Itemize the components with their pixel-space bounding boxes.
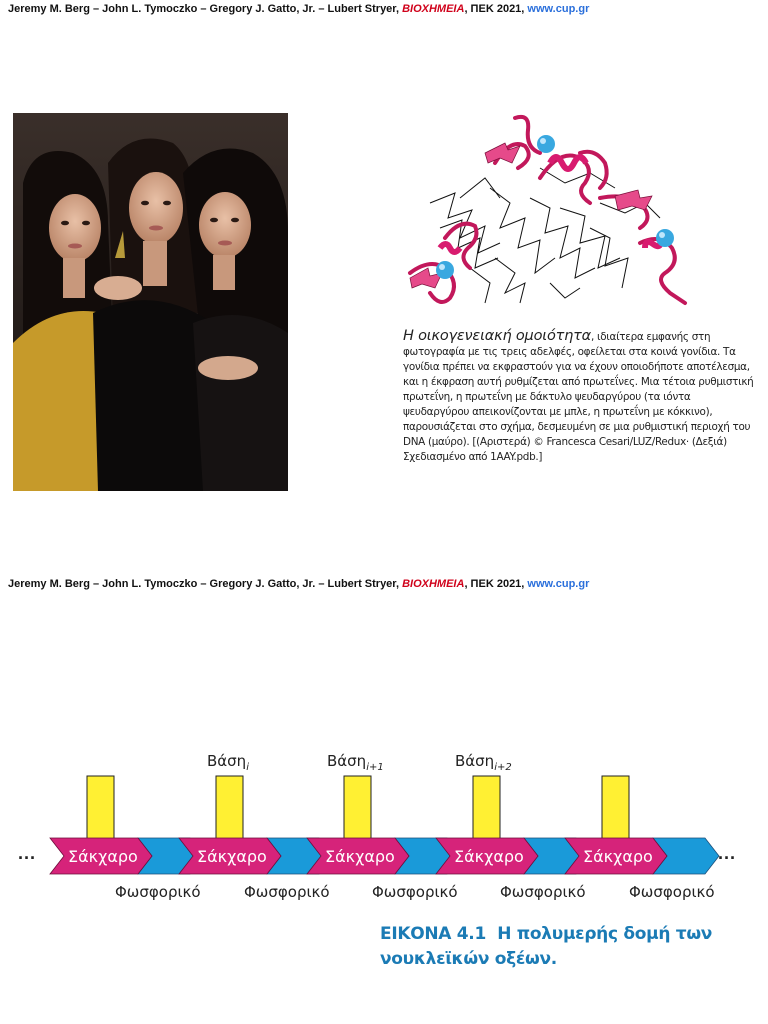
backbone-group — [50, 838, 719, 874]
photo-caption — [403, 329, 758, 465]
header-website-link[interactable]: www.cup.gr — [527, 3, 590, 15]
ellipsis-left: ··· — [18, 848, 36, 868]
base-label-i-plus-2: Βάση$_{i+2}$ — [455, 752, 512, 773]
phosphate-label: Φωσφορικό — [500, 883, 586, 901]
bases-group — [87, 776, 629, 839]
header-publisher: , ΠΕΚ 2021, — [464, 578, 528, 590]
base-block — [602, 776, 629, 839]
header-authors: Jeremy M. Berg – John L. Tymoczko – Gregory J. Gatto, Jr. – Lubert Stryer, — [8, 578, 403, 590]
phosphate-label: Φωσφορικό — [629, 883, 715, 901]
header-authors: Jeremy M. Berg – John L. Tymoczko – Gregory J. Gatto, Jr. – Lubert Stryer, — [8, 3, 403, 15]
base-block — [216, 776, 243, 839]
phosphate-label: Φωσφορικό — [115, 883, 201, 901]
base-label-i: Βάση$_i$ — [207, 752, 249, 773]
phosphate-label: Φωσφορικό — [244, 883, 330, 901]
sugar-label: Σάκχαρο — [454, 847, 524, 866]
base-block — [344, 776, 371, 839]
page-header-second — [8, 578, 589, 590]
header-publisher: , ΠΕΚ 2021, — [464, 3, 528, 15]
sugar-label: Σάκχαρο — [197, 847, 267, 866]
caption-lead: Η οικογενειακή ομοιότητα — [403, 328, 592, 344]
sugar-label: Σάκχαρο — [325, 847, 395, 866]
figure-caption — [380, 922, 740, 972]
base-block — [473, 776, 500, 839]
base-block — [87, 776, 114, 839]
base-label-i-plus-1: Βάση$_{i+1}$ — [327, 752, 384, 773]
ellipsis-right: ··· — [718, 848, 736, 868]
phosphate-label: Φωσφορικό — [372, 883, 458, 901]
nucleic-acid-polymer-diagram — [0, 740, 768, 920]
header-book-title: ΒΙΟΧΗΜΕΙΑ — [402, 3, 465, 15]
caption-body: , ιδιαίτερα εμφανής στη φωτογραφία με τις τρεις αδελφές, οφείλεται στα κοινά γονίδια. Τα γονίδια πρέπει να εκφραστούν για να έχουν οποιοδήποτε αποτέλεσμα, και η έκφραση αυτή ρυθμίζεται από πρωτεΐνες. Μια τέτοια ρυθμιστική πρωτεΐνη, η πρωτεΐνη με δάκτυλο ψευδαργύρου (τα ιόντα ψευδαργύρου απεικονίζονται με μπλε, η πρωτεΐνη με κόκκινο), παρουσιάζεται στο σχήμα, δεσμευμένη σε μια ρυθμιστική περιοχή του DNA (μαύρο). [(Αριστερά) © Francesca Cesari/LUZ/Redux· (Δεξιά) Σχεδιασμένο από 1AAY.pdb.] — [403, 331, 754, 463]
zinc-finger-protein-illustration — [400, 108, 700, 318]
figure-text: Η πολυμερής δομή των νουκλεϊκών οξέων. — [380, 924, 713, 969]
sugar-label: Σάκχαρο — [583, 847, 653, 866]
sugar-label: Σάκχαρο — [68, 847, 138, 866]
figure-label: ΕΙΚΟΝΑ 4.1 — [380, 924, 486, 944]
three-sisters-photo — [13, 113, 288, 491]
page-header — [8, 3, 589, 15]
header-book-title: ΒΙΟΧΗΜΕΙΑ — [402, 578, 465, 590]
header-website-link[interactable]: www.cup.gr — [527, 578, 590, 590]
